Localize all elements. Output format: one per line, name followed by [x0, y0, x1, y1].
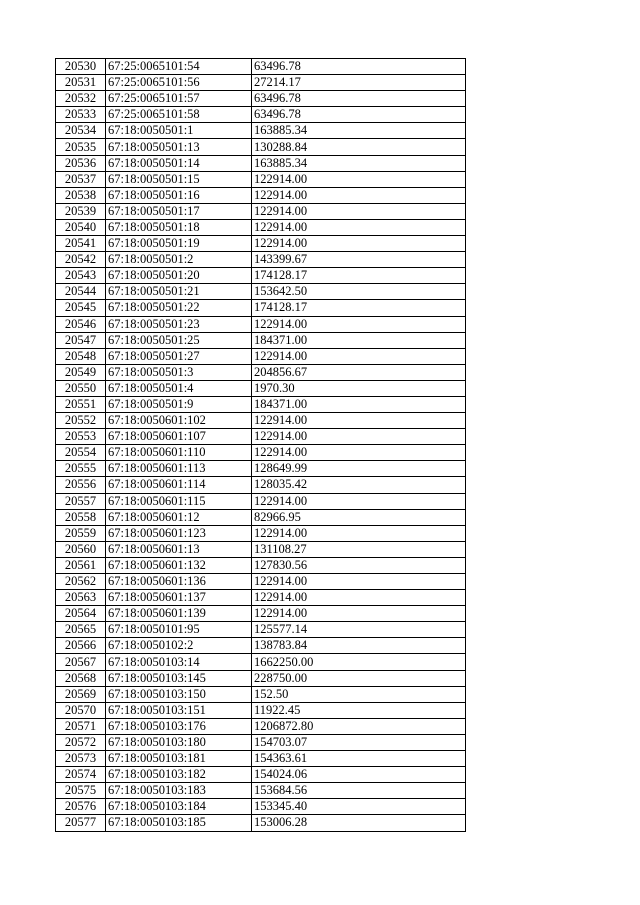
value-cell: 27214.17	[252, 75, 466, 91]
row-number-cell: 20538	[56, 187, 106, 203]
value-cell: 130288.84	[252, 139, 466, 155]
cadastral-id-cell: 67:18:0050501:9	[106, 396, 252, 412]
table-row	[56, 751, 466, 767]
value-cell: 122914.00	[252, 525, 466, 541]
cadastral-id-cell: 67:18:0050501:25	[106, 332, 252, 348]
cadastral-id-cell: 67:18:0050102:2	[106, 638, 252, 654]
row-number-cell: 20543	[56, 268, 106, 284]
value-cell: 152.50	[252, 686, 466, 702]
table-row	[56, 509, 466, 525]
cadastral-id-cell: 67:18:0050601:115	[106, 493, 252, 509]
table-row	[56, 332, 466, 348]
value-cell: 122914.00	[252, 574, 466, 590]
cadastral-id-cell: 67:18:0050501:3	[106, 364, 252, 380]
row-number-cell: 20539	[56, 203, 106, 219]
cadastral-id-cell: 67:18:0050103:184	[106, 799, 252, 815]
row-number-cell: 20574	[56, 767, 106, 783]
row-number-cell: 20559	[56, 525, 106, 541]
cadastral-id-cell: 67:18:0050601:123	[106, 525, 252, 541]
cadastral-id-cell: 67:18:0050103:176	[106, 718, 252, 734]
table-row	[56, 187, 466, 203]
value-cell: 154703.07	[252, 734, 466, 750]
row-number-cell: 20545	[56, 300, 106, 316]
row-number-cell: 20572	[56, 734, 106, 750]
row-number-cell: 20556	[56, 477, 106, 493]
table-body	[56, 59, 466, 832]
cadastral-id-cell: 67:18:0050501:27	[106, 348, 252, 364]
cadastral-id-cell: 67:18:0050103:14	[106, 654, 252, 670]
value-cell: 228750.00	[252, 670, 466, 686]
value-cell: 128035.42	[252, 477, 466, 493]
table-row	[56, 268, 466, 284]
value-cell: 153006.28	[252, 815, 466, 831]
value-cell: 122914.00	[252, 590, 466, 606]
row-number-cell: 20560	[56, 541, 106, 557]
row-number-cell: 20532	[56, 91, 106, 107]
table-row	[56, 252, 466, 268]
table-row	[56, 429, 466, 445]
row-number-cell: 20567	[56, 654, 106, 670]
row-number-cell: 20566	[56, 638, 106, 654]
cadastral-id-cell: 67:18:0050501:14	[106, 155, 252, 171]
row-number-cell: 20569	[56, 686, 106, 702]
row-number-cell: 20565	[56, 622, 106, 638]
table-row	[56, 445, 466, 461]
table-row	[56, 686, 466, 702]
table-row	[56, 734, 466, 750]
table-row	[56, 155, 466, 171]
table-row	[56, 300, 466, 316]
row-number-cell: 20564	[56, 606, 106, 622]
value-cell: 153642.50	[252, 284, 466, 300]
table-row	[56, 557, 466, 573]
row-number-cell: 20553	[56, 429, 106, 445]
value-cell: 122914.00	[252, 493, 466, 509]
value-cell: 1206872.80	[252, 718, 466, 734]
cadastral-id-cell: 67:25:0065101:56	[106, 75, 252, 91]
row-number-cell: 20536	[56, 155, 106, 171]
cadastral-id-cell: 67:18:0050501:18	[106, 219, 252, 235]
table-row	[56, 654, 466, 670]
table-row	[56, 139, 466, 155]
cadastral-id-cell: 67:18:0050501:16	[106, 187, 252, 203]
value-cell: 154363.61	[252, 751, 466, 767]
table-row	[56, 107, 466, 123]
row-number-cell: 20557	[56, 493, 106, 509]
value-cell: 11922.45	[252, 702, 466, 718]
value-cell: 122914.00	[252, 429, 466, 445]
value-cell: 122914.00	[252, 445, 466, 461]
value-cell: 184371.00	[252, 332, 466, 348]
table-row	[56, 171, 466, 187]
table-row	[56, 702, 466, 718]
cadastral-id-cell: 67:25:0065101:57	[106, 91, 252, 107]
table-row	[56, 638, 466, 654]
value-cell: 122914.00	[252, 413, 466, 429]
cadastral-id-cell: 67:18:0050103:180	[106, 734, 252, 750]
row-number-cell: 20544	[56, 284, 106, 300]
table-row	[56, 622, 466, 638]
table-row	[56, 203, 466, 219]
row-number-cell: 20570	[56, 702, 106, 718]
value-cell: 138783.84	[252, 638, 466, 654]
table-row	[56, 91, 466, 107]
row-number-cell: 20537	[56, 171, 106, 187]
table-row	[56, 815, 466, 831]
cadastral-id-cell: 67:18:0050601:110	[106, 445, 252, 461]
cadastral-id-cell: 67:18:0050103:150	[106, 686, 252, 702]
cadastral-id-cell: 67:18:0050103:183	[106, 783, 252, 799]
value-cell: 153345.40	[252, 799, 466, 815]
value-cell: 122914.00	[252, 236, 466, 252]
value-cell: 122914.00	[252, 203, 466, 219]
value-cell: 122914.00	[252, 171, 466, 187]
cadastral-id-cell: 67:25:0065101:58	[106, 107, 252, 123]
cadastral-id-cell: 67:18:0050103:151	[106, 702, 252, 718]
cadastral-id-cell: 67:18:0050601:113	[106, 461, 252, 477]
table-row	[56, 590, 466, 606]
value-cell: 122914.00	[252, 219, 466, 235]
table-row	[56, 606, 466, 622]
value-cell: 143399.67	[252, 252, 466, 268]
table-row	[56, 59, 466, 75]
table-row	[56, 284, 466, 300]
value-cell: 154024.06	[252, 767, 466, 783]
cadastral-id-cell: 67:18:0050501:22	[106, 300, 252, 316]
cadastral-id-cell: 67:18:0050501:2	[106, 252, 252, 268]
value-cell: 122914.00	[252, 348, 466, 364]
value-cell: 122914.00	[252, 316, 466, 332]
cadastral-id-cell: 67:25:0065101:54	[106, 59, 252, 75]
value-cell: 82966.95	[252, 509, 466, 525]
row-number-cell: 20541	[56, 236, 106, 252]
row-number-cell: 20577	[56, 815, 106, 831]
table-row	[56, 461, 466, 477]
row-number-cell: 20535	[56, 139, 106, 155]
value-cell: 131108.27	[252, 541, 466, 557]
row-number-cell: 20558	[56, 509, 106, 525]
cadastral-id-cell: 67:18:0050501:20	[106, 268, 252, 284]
row-number-cell: 20552	[56, 413, 106, 429]
row-number-cell: 20533	[56, 107, 106, 123]
row-number-cell: 20561	[56, 557, 106, 573]
cadastral-id-cell: 67:18:0050601:114	[106, 477, 252, 493]
table-row	[56, 783, 466, 799]
row-number-cell: 20576	[56, 799, 106, 815]
table-row	[56, 364, 466, 380]
value-cell: 128649.99	[252, 461, 466, 477]
table-row	[56, 123, 466, 139]
value-cell: 122914.00	[252, 187, 466, 203]
row-number-cell: 20542	[56, 252, 106, 268]
row-number-cell: 20551	[56, 396, 106, 412]
cadastral-id-cell: 67:18:0050601:107	[106, 429, 252, 445]
row-number-cell: 20549	[56, 364, 106, 380]
cadastral-id-cell: 67:18:0050601:13	[106, 541, 252, 557]
table-row	[56, 525, 466, 541]
cadastral-id-cell: 67:18:0050103:185	[106, 815, 252, 831]
cadastral-id-cell: 67:18:0050501:1	[106, 123, 252, 139]
value-cell: 163885.34	[252, 123, 466, 139]
table-row	[56, 493, 466, 509]
cadastral-id-cell: 67:18:0050501:13	[106, 139, 252, 155]
value-cell: 153684.56	[252, 783, 466, 799]
value-cell: 63496.78	[252, 107, 466, 123]
value-cell: 163885.34	[252, 155, 466, 171]
cadastral-id-cell: 67:18:0050601:12	[106, 509, 252, 525]
value-cell: 1662250.00	[252, 654, 466, 670]
cadastral-id-cell: 67:18:0050501:17	[106, 203, 252, 219]
row-number-cell: 20546	[56, 316, 106, 332]
table-row	[56, 219, 466, 235]
cadastral-id-cell: 67:18:0050103:145	[106, 670, 252, 686]
table-row	[56, 718, 466, 734]
value-cell: 184371.00	[252, 396, 466, 412]
cadastral-id-cell: 67:18:0050501:23	[106, 316, 252, 332]
row-number-cell: 20575	[56, 783, 106, 799]
table-row	[56, 574, 466, 590]
cadastral-id-cell: 67:18:0050601:136	[106, 574, 252, 590]
cadastral-id-cell: 67:18:0050601:139	[106, 606, 252, 622]
value-cell: 1970.30	[252, 380, 466, 396]
cadastral-id-cell: 67:18:0050101:95	[106, 622, 252, 638]
cadastral-id-cell: 67:18:0050501:19	[106, 236, 252, 252]
row-number-cell: 20562	[56, 574, 106, 590]
cadastral-id-cell: 67:18:0050501:4	[106, 380, 252, 396]
table-row	[56, 396, 466, 412]
row-number-cell: 20530	[56, 59, 106, 75]
cadastral-id-cell: 67:18:0050501:21	[106, 284, 252, 300]
value-cell: 127830.56	[252, 557, 466, 573]
table-row	[56, 541, 466, 557]
value-cell: 204856.67	[252, 364, 466, 380]
table-row	[56, 316, 466, 332]
row-number-cell: 20531	[56, 75, 106, 91]
row-number-cell: 20571	[56, 718, 106, 734]
row-number-cell: 20548	[56, 348, 106, 364]
data-table	[55, 58, 466, 832]
row-number-cell: 20550	[56, 380, 106, 396]
row-number-cell: 20540	[56, 219, 106, 235]
table-row	[56, 767, 466, 783]
cadastral-id-cell: 67:18:0050103:182	[106, 767, 252, 783]
cadastral-id-cell: 67:18:0050601:132	[106, 557, 252, 573]
cadastral-id-cell: 67:18:0050601:102	[106, 413, 252, 429]
cadastral-id-cell: 67:18:0050501:15	[106, 171, 252, 187]
row-number-cell: 20573	[56, 751, 106, 767]
table-row	[56, 477, 466, 493]
cadastral-id-cell: 67:18:0050601:137	[106, 590, 252, 606]
table-row	[56, 670, 466, 686]
value-cell: 125577.14	[252, 622, 466, 638]
table-row	[56, 236, 466, 252]
value-cell: 63496.78	[252, 91, 466, 107]
row-number-cell: 20554	[56, 445, 106, 461]
value-cell: 122914.00	[252, 606, 466, 622]
cadastral-id-cell: 67:18:0050103:181	[106, 751, 252, 767]
row-number-cell: 20547	[56, 332, 106, 348]
row-number-cell: 20555	[56, 461, 106, 477]
table-row	[56, 799, 466, 815]
value-cell: 174128.17	[252, 268, 466, 284]
value-cell: 174128.17	[252, 300, 466, 316]
table-row	[56, 413, 466, 429]
table-row	[56, 380, 466, 396]
table-row	[56, 348, 466, 364]
value-cell: 63496.78	[252, 59, 466, 75]
row-number-cell: 20534	[56, 123, 106, 139]
row-number-cell: 20563	[56, 590, 106, 606]
row-number-cell: 20568	[56, 670, 106, 686]
table-row	[56, 75, 466, 91]
